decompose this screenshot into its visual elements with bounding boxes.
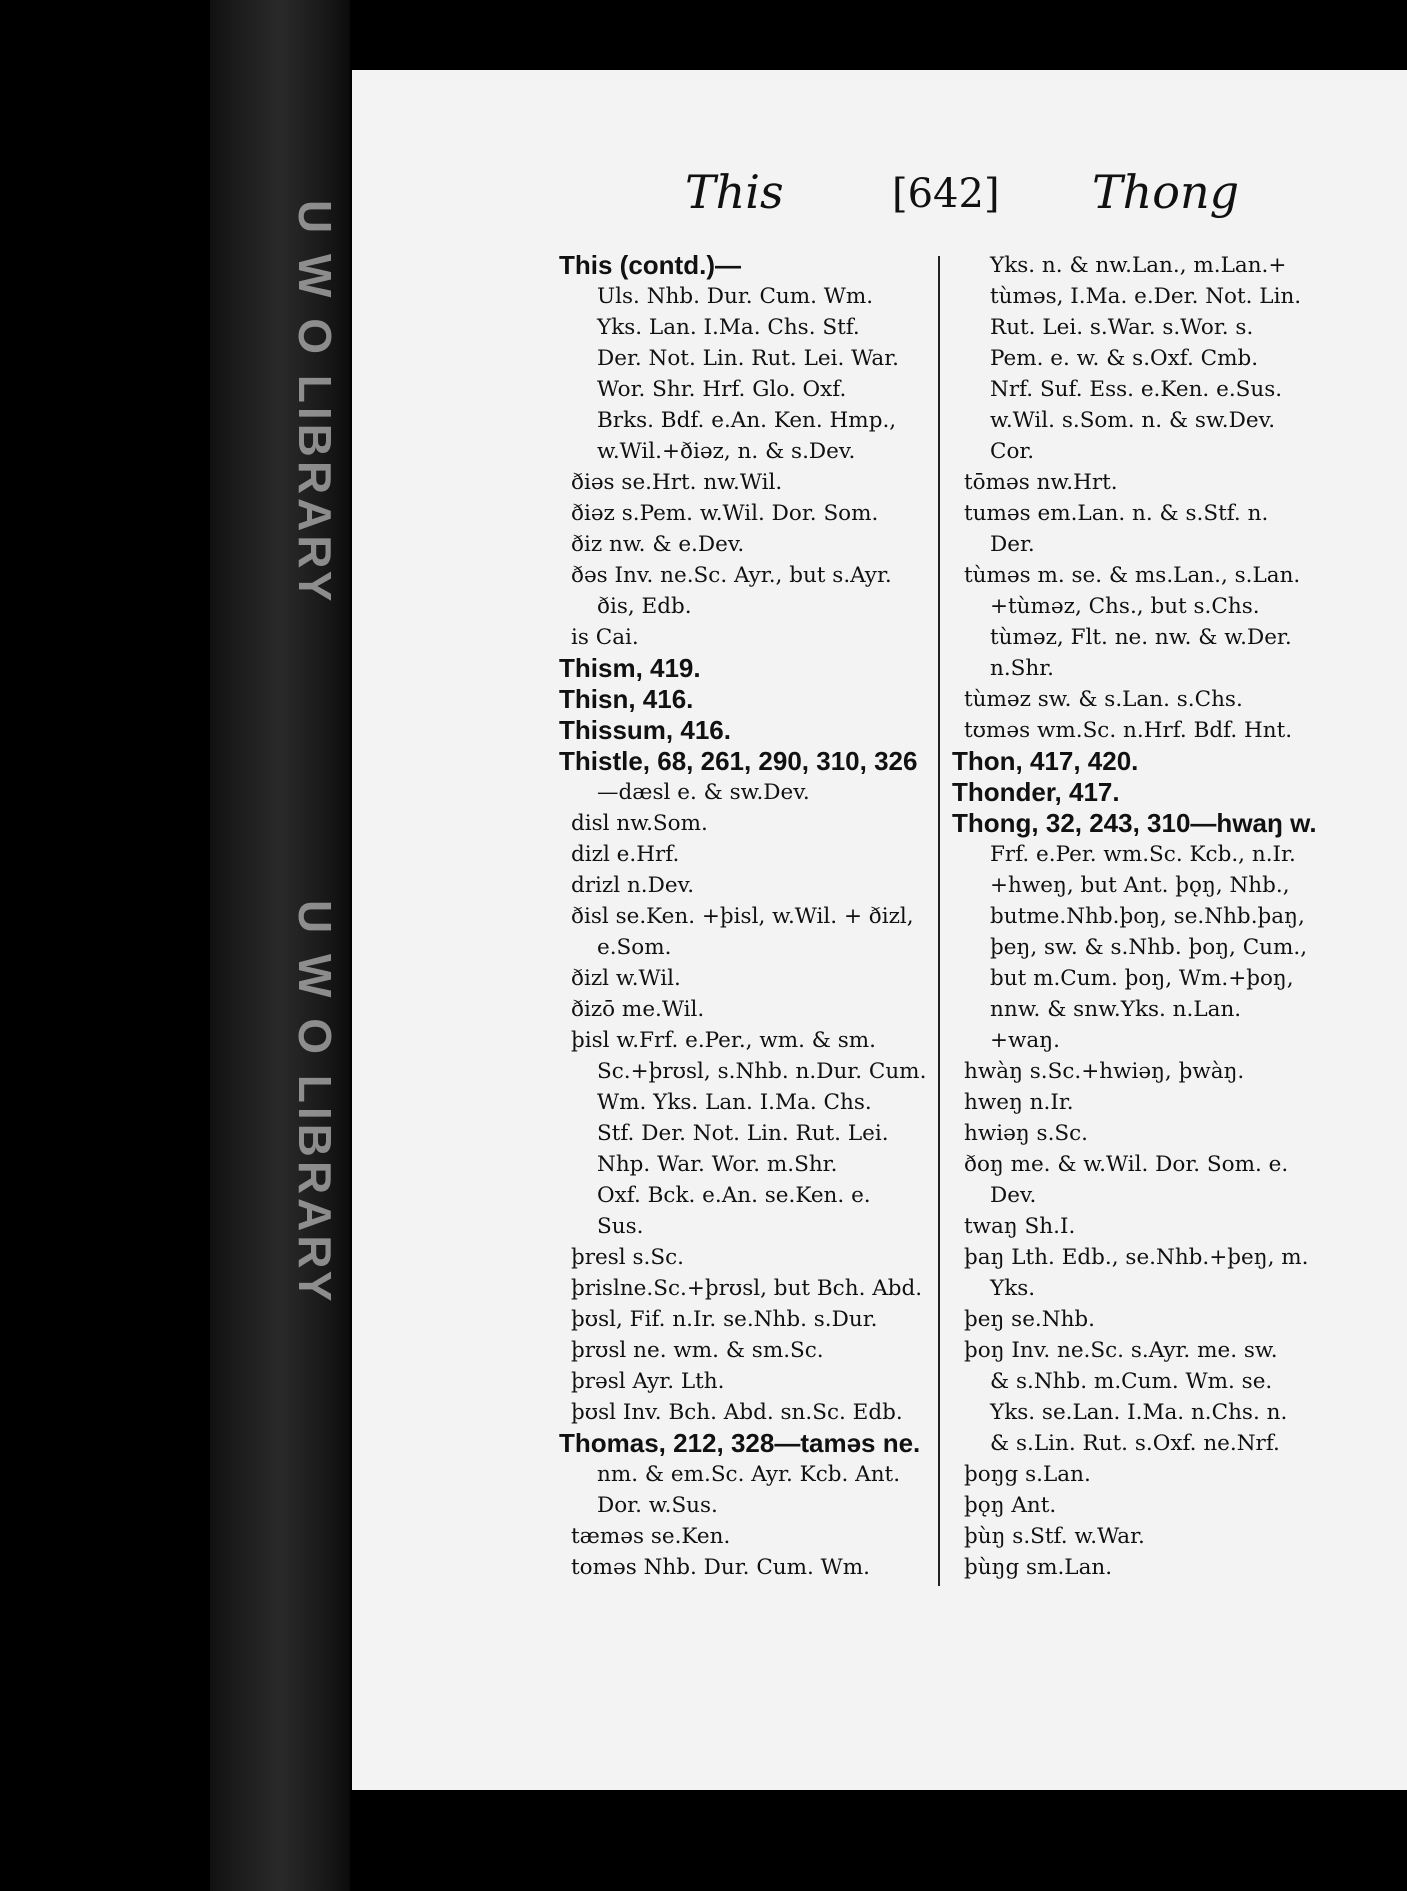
running-head bbox=[352, 165, 1407, 255]
spine-label-upper: U W O LIBRARY bbox=[289, 200, 341, 606]
right-column-line: butme.Nhb.þoŋ, se.Nhb.þaŋ, bbox=[990, 904, 1305, 929]
left-column-line: w.Wil.+ðiəz, n. & s.Dev. bbox=[597, 439, 856, 464]
right-column-line: hwiəŋ s.Sc. bbox=[964, 1121, 1089, 1146]
left-column-line: Sus. bbox=[597, 1214, 644, 1239]
right-column-line: n.Shr. bbox=[990, 656, 1055, 681]
left-column-line: ðiəs se.Hrt. nw.Wil. bbox=[571, 470, 783, 495]
right-column-line: Thonder, 417. bbox=[952, 777, 1120, 807]
left-column-line: Nhp. War. Wor. m.Shr. bbox=[597, 1152, 838, 1177]
right-column-line: tùməs, I.Ma. e.Der. Not. Lin. bbox=[990, 284, 1302, 309]
right-column-line: Thon, 417, 420. bbox=[952, 746, 1139, 776]
left-column-line: Brks. Bdf. e.An. Ken. Hmp., bbox=[597, 408, 897, 433]
left-column-line: Wm. Yks. Lan. I.Ma. Chs. bbox=[597, 1090, 872, 1115]
right-column-line: w.Wil. s.Som. n. & sw.Dev. bbox=[990, 408, 1276, 433]
right-column-line: tuməs em.Lan. n. & s.Stf. n. bbox=[964, 501, 1269, 526]
right-column-line: þeŋ se.Nhb. bbox=[964, 1307, 1096, 1332]
left-column-line: ðis, Edb. bbox=[597, 594, 692, 619]
right-column-line: Nrf. Suf. Ess. e.Ken. e.Sus. bbox=[990, 377, 1283, 402]
left-column-line: tæməs se.Ken. bbox=[571, 1524, 731, 1549]
column-divider bbox=[938, 256, 940, 1586]
spine-label-lower: U W O LIBRARY bbox=[289, 900, 341, 1306]
left-column-line: ðizl w.Wil. bbox=[571, 966, 681, 991]
right-column-line: +hweŋ, but Ant. þǫŋ, Nhb., bbox=[990, 873, 1290, 898]
left-column-line: ðiəz s.Pem. w.Wil. Dor. Som. bbox=[571, 501, 879, 526]
left-column bbox=[559, 250, 934, 1583]
right-column-line: +tùməz, Chs., but s.Chs. bbox=[990, 594, 1260, 619]
left-column-line: þrʊsl ne. wm. & sm.Sc. bbox=[571, 1338, 824, 1363]
left-column-line: Dor. w.Sus. bbox=[597, 1493, 718, 1518]
left-column-line: Der. Not. Lin. Rut. Lei. War. bbox=[597, 346, 899, 371]
left-column-line: —dæsl e. & sw.Dev. bbox=[597, 780, 810, 805]
left-column-line: ðizō me.Wil. bbox=[571, 997, 705, 1022]
left-column-line: ðisl se.Ken. +þisl, w.Wil. + ðizl, bbox=[571, 904, 914, 929]
left-column-line: toməs Nhb. Dur. Cum. Wm. bbox=[571, 1555, 870, 1580]
right-column-line: þoŋ Inv. ne.Sc. s.Ayr. me. sw. bbox=[964, 1338, 1278, 1363]
right-column-line: Der. bbox=[990, 532, 1035, 557]
right-column-line: Thong, 32, 243, 310—hwaŋ w. bbox=[952, 808, 1317, 838]
left-column-line: þisl w.Frf. e.Per., wm. & sm. bbox=[571, 1028, 877, 1053]
right-column-line: hweŋ n.Ir. bbox=[964, 1090, 1074, 1115]
dictionary-page bbox=[352, 70, 1407, 1790]
left-column-line: ðiz nw. & e.Dev. bbox=[571, 532, 745, 557]
left-column-line: Thisn, 416. bbox=[559, 684, 694, 714]
right-column-line: þaŋ Lth. Edb., se.Nhb.+þeŋ, m. bbox=[964, 1245, 1309, 1270]
left-column-line: Wor. Shr. Hrf. Glo. Oxf. bbox=[597, 377, 847, 402]
right-column-line: & s.Lin. Rut. s.Oxf. ne.Nrf. bbox=[990, 1431, 1280, 1456]
right-column-line: tùməz sw. & s.Lan. s.Chs. bbox=[964, 687, 1243, 712]
left-column-line: This (contd.)— bbox=[559, 250, 741, 280]
left-column-line: Yks. Lan. I.Ma. Chs. Stf. bbox=[597, 315, 860, 340]
left-column-line: ðəs Inv. ne.Sc. Ayr., but s.Ayr. bbox=[571, 563, 892, 588]
page-number: [642] bbox=[892, 171, 1000, 217]
right-column-line: þùŋg sm.Lan. bbox=[964, 1555, 1113, 1580]
left-column-line: Oxf. Bck. e.An. se.Ken. e. bbox=[597, 1183, 871, 1208]
right-column-line: +waŋ. bbox=[990, 1028, 1060, 1053]
right-column-line: tʊməs wm.Sc. n.Hrf. Bdf. Hnt. bbox=[964, 718, 1293, 743]
right-column-line: nnw. & snw.Yks. n.Lan. bbox=[990, 997, 1242, 1022]
left-column-line: þrəsl Ayr. Lth. bbox=[571, 1369, 725, 1394]
right-column-line: ðoŋ me. & w.Wil. Dor. Som. e. bbox=[964, 1152, 1289, 1177]
right-column-line: þeŋ, sw. & s.Nhb. þoŋ, Cum., bbox=[990, 935, 1308, 960]
right-column-line: Cor. bbox=[990, 439, 1035, 464]
right-column-line: Rut. Lei. s.War. s.Wor. s. bbox=[990, 315, 1254, 340]
right-column-line: hwàŋ s.Sc.+hwiəŋ, þwàŋ. bbox=[964, 1059, 1245, 1084]
right-column-line: Yks. bbox=[990, 1276, 1036, 1301]
right-column-line: & s.Nhb. m.Cum. Wm. se. bbox=[990, 1369, 1273, 1394]
left-column-line: e.Som. bbox=[597, 935, 672, 960]
right-column-line: Frf. e.Per. wm.Sc. Kcb., n.Ir. bbox=[990, 842, 1296, 867]
left-column-line: disl nw.Som. bbox=[571, 811, 708, 836]
left-column-line: þʊsl, Fif. n.Ir. se.Nhb. s.Dur. bbox=[571, 1307, 878, 1332]
right-column-line: tōməs nw.Hrt. bbox=[964, 470, 1118, 495]
right-column-line: twaŋ Sh.I. bbox=[964, 1214, 1076, 1239]
left-column-line: nm. & em.Sc. Ayr. Kcb. Ant. bbox=[597, 1462, 901, 1487]
left-column-line: Thissum, 416. bbox=[559, 715, 731, 745]
running-head-right: Thong bbox=[1092, 165, 1240, 219]
left-column-line: Thomas, 212, 328—taməs ne. bbox=[559, 1428, 921, 1458]
right-column-line: tùməs m. se. & ms.Lan., s.Lan. bbox=[964, 563, 1301, 588]
right-column bbox=[952, 250, 1332, 1583]
right-column-line: but m.Cum. þoŋ, Wm.+þoŋ, bbox=[990, 966, 1294, 991]
left-column-line: Thistle, 68, 261, 290, 310, 326 bbox=[559, 746, 918, 776]
left-column-line: is Cai. bbox=[571, 625, 639, 650]
right-column-line: Yks. n. & nw.Lan., m.Lan.+ bbox=[990, 253, 1287, 278]
left-column-line: dizl e.Hrf. bbox=[571, 842, 680, 867]
left-column-line: þʊsl Inv. Bch. Abd. sn.Sc. Edb. bbox=[571, 1400, 903, 1425]
left-column-line: þresl s.Sc. bbox=[571, 1245, 684, 1270]
right-column-line: tùməz, Flt. ne. nw. & w.Der. bbox=[990, 625, 1292, 650]
left-column-line: Stf. Der. Not. Lin. Rut. Lei. bbox=[597, 1121, 889, 1146]
running-head-left: This bbox=[685, 165, 784, 219]
left-column-line: drizl n.Dev. bbox=[571, 873, 695, 898]
right-column-line: þoŋg s.Lan. bbox=[964, 1462, 1091, 1487]
left-column-line: Sc.+þrʊsl, s.Nhb. n.Dur. Cum. bbox=[597, 1059, 927, 1084]
left-column-line: þrislne.Sc.+þrʊsl, but Bch. Abd. bbox=[571, 1276, 923, 1301]
right-column-line: Dev. bbox=[990, 1183, 1037, 1208]
left-column-line: Thism, 419. bbox=[559, 653, 701, 683]
right-column-line: þùŋ s.Stf. w.War. bbox=[964, 1524, 1145, 1549]
left-column-line: Uls. Nhb. Dur. Cum. Wm. bbox=[597, 284, 874, 309]
right-column-line: Pem. e. w. & s.Oxf. Cmb. bbox=[990, 346, 1259, 371]
right-column-line: Yks. se.Lan. I.Ma. n.Chs. n. bbox=[990, 1400, 1288, 1425]
right-column-line: þǫŋ Ant. bbox=[964, 1493, 1057, 1518]
